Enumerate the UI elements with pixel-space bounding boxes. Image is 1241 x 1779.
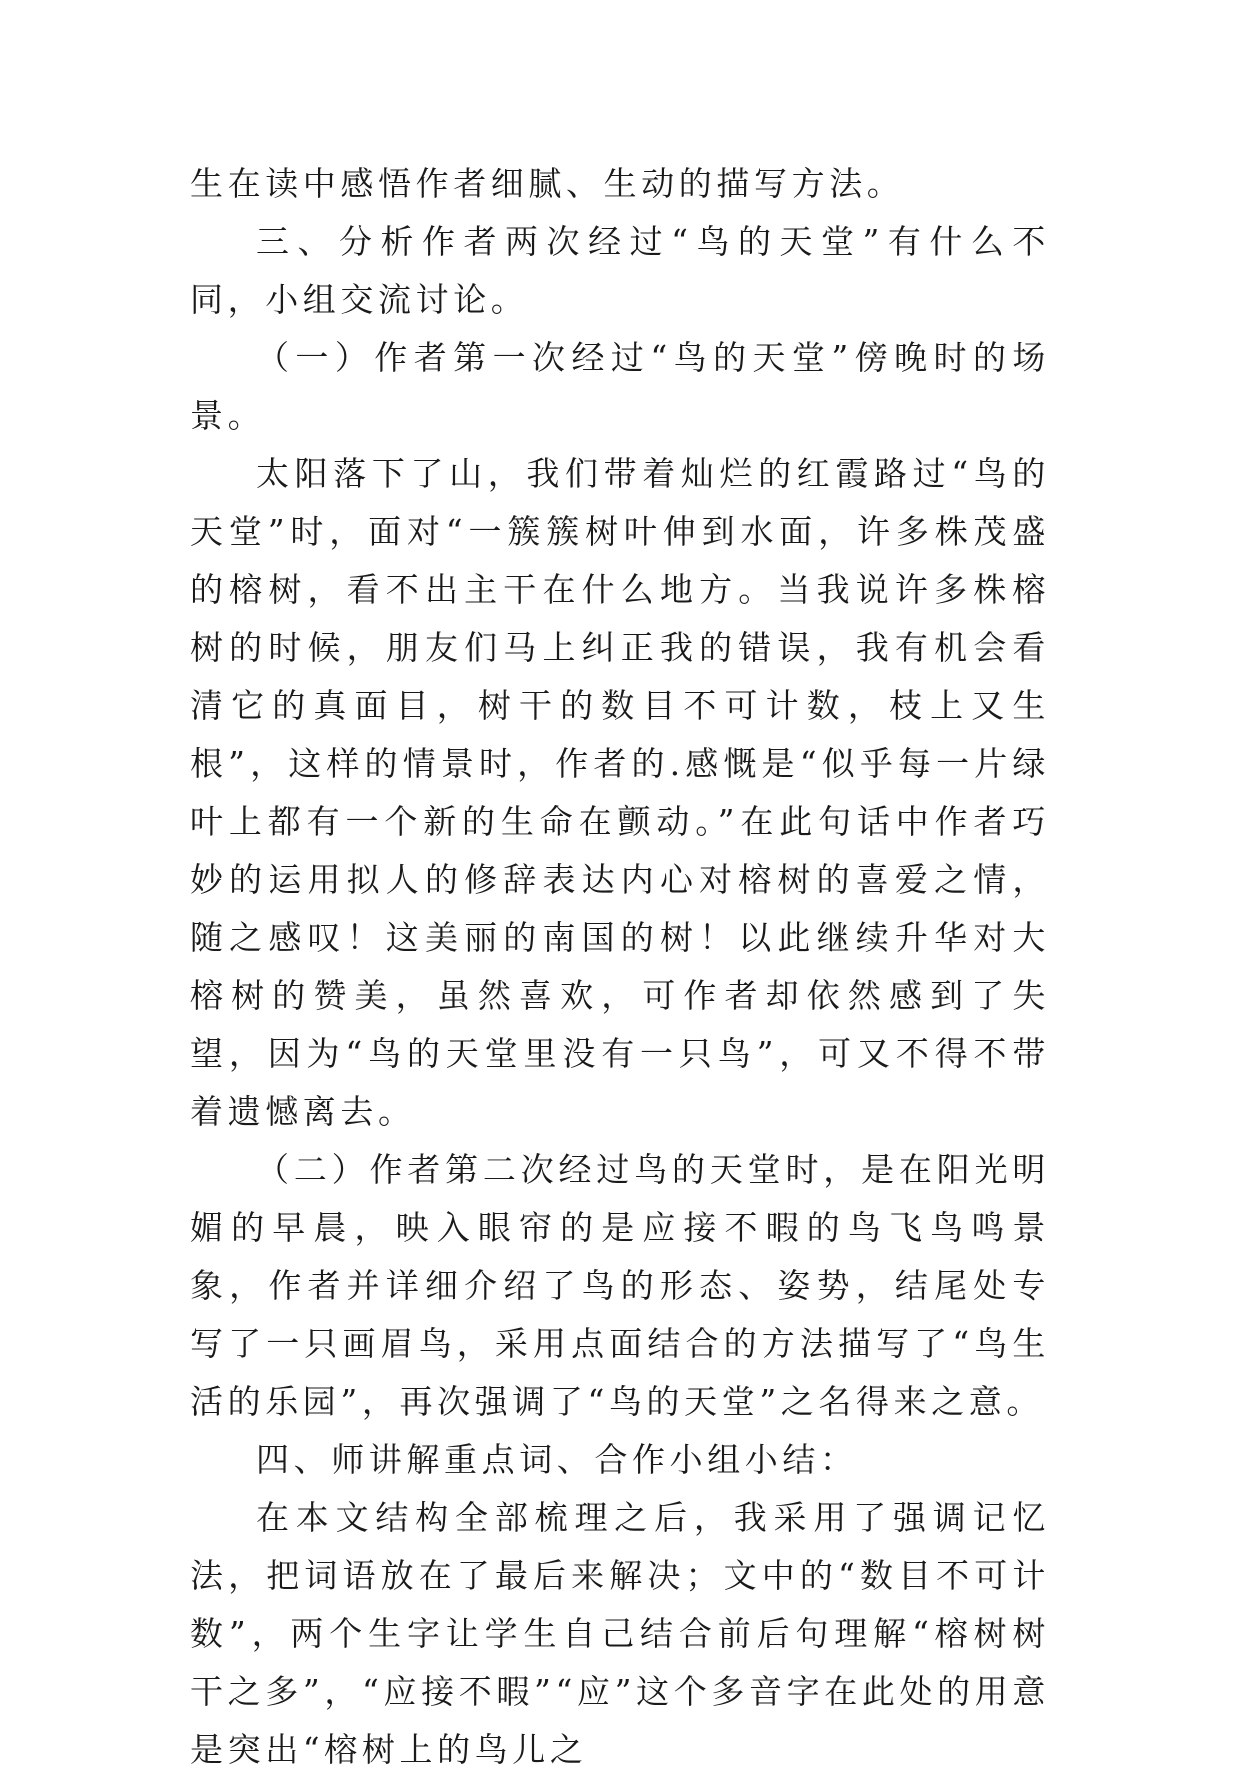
paragraph-first-visit: 太阳落下了山，我们带着灿烂的红霞路过“鸟的天堂”时，面对“一簇簇树叶伸到水面，许多株茂盛的榕树，看不出主干在什么地方。当我说许多株榕树的时候，朋友们马上纠正我的错误，我有机会看清它的真面目，树干的数目不可计数，枝上又生根”，这样的情景时，作者的.感慨是“似乎每一片绿叶上都有一个新的生命在颤动。”在此句话中作者巧妙的运用拟人的修辞表达内心对榕树的喜爱之情，随之感叹！这美丽的南国的树！以此继续升华对大榕树的赞美，虽然喜欢，可作者却依然感到了失望，因为“鸟的天堂里没有一只鸟”，可又不得不带着遗憾离去。 bbox=[190, 454, 1050, 1131]
paragraph-subsection-one-heading: （一）作者第一次经过“鸟的天堂”傍晚时的场景。 bbox=[190, 338, 1050, 435]
paragraph-second-visit: （二）作者第二次经过鸟的天堂时，是在阳光明媚的早晨，映入眼帘的是应接不暇的鸟飞鸟鸣景象，作者并详细介绍了鸟的形态、姿势，结尾处专写了一只画眉鸟，采用点面结合的方法描写了“鸟生活的乐园”，再次强调了“鸟的天堂”之名得来之意。 bbox=[190, 1150, 1050, 1421]
paragraph-summary: 在本文结构全部梳理之后，我采用了强调记忆法，把词语放在了最后来解决；文中的“数目不可计数”，两个生字让学生自己结合前后句理解“榕树树干之多”，“应接不暇”“应”这个多音字在此处的用意是突出“榕树上的鸟儿之 bbox=[190, 1498, 1050, 1769]
paragraph-section-three-heading: 三、分析作者两次经过“鸟的天堂”有什么不同，小组交流讨论。 bbox=[190, 222, 1050, 319]
paragraph-continuation: 生在读中感悟作者细腻、生动的描写方法。 bbox=[190, 164, 905, 203]
document-body bbox=[190, 155, 1050, 1779]
paragraph-section-four-heading: 四、师讲解重点词、合作小组小结： bbox=[256, 1440, 858, 1479]
